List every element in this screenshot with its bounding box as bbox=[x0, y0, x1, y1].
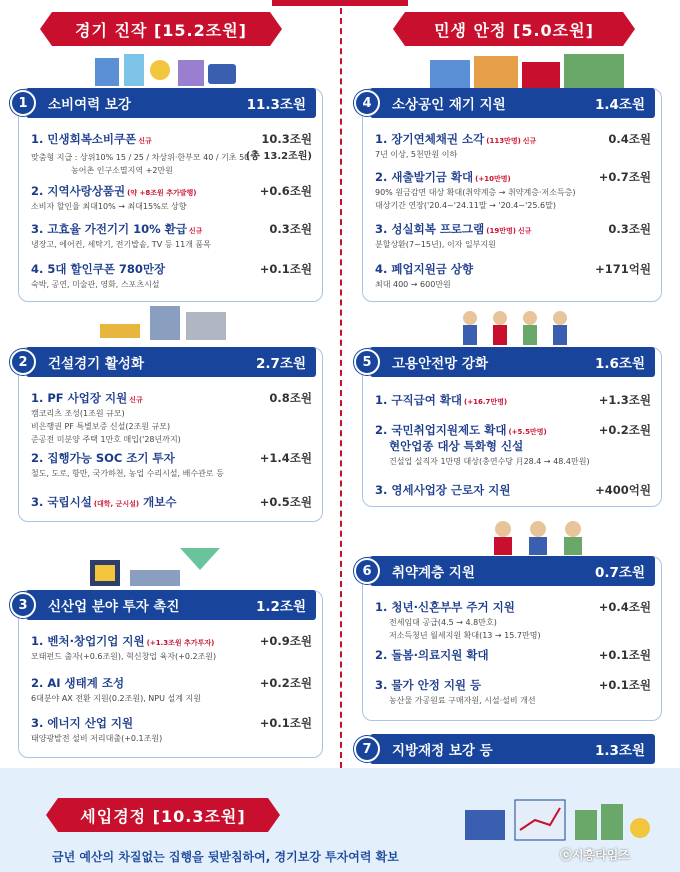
section-small-business bbox=[362, 88, 662, 302]
section-consumption bbox=[18, 88, 323, 302]
item-fresh-start-fund: 2. 새출발기금 확대 (+10만명) +0.7조원 90% 원금감면 대상 확대(취약계층 → 취약계층·저소득층) 대상기간 연장('20.4~'24.11말 → '20.4~'25.6말) bbox=[375, 170, 651, 210]
item-small-workplace: 3. 영세사업장 근로자 지원 +400억원 bbox=[375, 483, 651, 497]
section-2-number: 2 bbox=[10, 349, 36, 375]
item-housing-support: 1. 청년·신혼부부 주거 지원 +0.4조원 전세임대 공급(4.5 → 4.8만호) 저소득청년 월세지원 확대(13 → 15.7만명) bbox=[375, 600, 651, 640]
watermark: ⓒ시흥타임즈 bbox=[560, 848, 630, 862]
item-discount-coupon: 4. 5대 할인쿠폰 780만장 +0.1조원 숙박, 공연, 미술관, 영화, 스포츠시설 bbox=[31, 262, 312, 289]
item-national-facilities: 3. 국립시설 (대학, 군시설) 개보수 +0.5조원 bbox=[31, 495, 312, 509]
ribbon-revenue: 세입경정 [10.3조원] bbox=[58, 798, 268, 832]
top-accent-bar bbox=[272, 0, 408, 6]
item-national-employment: 2. 국민취업지원제도 확대 (+5.5만명) +0.2조원 현안업종 대상 특화형 신설 건설업 실직자 1만명 대상(충연수당 月28.4 → 48.4만원) bbox=[375, 423, 651, 466]
section-3-header: 신산업 분야 투자 촉진 1.2조원 bbox=[26, 590, 316, 620]
item-coupon: 1. 민생회복소비쿠폰 신규 10.3조원 (총 13.2조원) 맞춤형 지급 : 상위10% 15 / 25 / 차상위·한부모 40 / 기초 50 농어촌 인구소멸지역 +2만원 bbox=[31, 132, 312, 175]
item-local-voucher: 2. 지역사랑상품권 (약 +8조원 추가발행) +0.6조원 소비자 할인율 최대10% → 최대15%로 상향 bbox=[31, 184, 312, 211]
section-2-header: 건설경기 활성화 2.7조원 bbox=[26, 347, 316, 377]
item-debt-writeoff: 1. 장기연체채권 소각 (113만명) 신규 0.4조원 7년 이상, 5천만원 이하 bbox=[375, 132, 651, 159]
column-divider bbox=[340, 8, 342, 768]
section-5-header: 고용안전망 강화 1.6조원 bbox=[370, 347, 655, 377]
workers-illustration bbox=[455, 308, 585, 346]
revenue-section bbox=[0, 768, 680, 872]
section-7-number: 7 bbox=[354, 736, 380, 762]
shopping-illustration bbox=[90, 50, 240, 88]
ribbon-livelihood: 민생 안정 [5.0조원] bbox=[405, 12, 623, 46]
item-care-medical: 2. 돌봄·의료지원 확대 +0.1조원 bbox=[375, 648, 651, 662]
section-6-number: 6 bbox=[354, 558, 380, 584]
section-4-number: 4 bbox=[354, 90, 380, 116]
item-closure-subsidy: 4. 폐업지원금 상향 +171억원 최대 400 → 600만원 bbox=[375, 262, 651, 289]
finance-illustration bbox=[455, 790, 655, 850]
item-pf-support: 1. PF 사업장 지원 신규 0.8조원 캠코리츠 조성(1조원 규모) 비은행권 PF 특별보증 신설(2조원 규모) 준공전 미분양 주택 1만호 매입('28년까지) bbox=[31, 391, 312, 444]
section-6-header: 취약계층 지원 0.7조원 bbox=[370, 556, 655, 586]
industry-illustration bbox=[80, 540, 230, 590]
item-energy-industry: 3. 에너지 산업 지원 +0.1조원 태양광발전 설비 저리대출(+0.1조원) bbox=[31, 716, 312, 743]
section-7-header: 지방재정 보강 등 1.3조원 bbox=[370, 734, 655, 764]
section-1-number: 1 bbox=[10, 90, 36, 116]
section-5-number: 5 bbox=[354, 349, 380, 375]
item-soc-investment: 2. 집행가능 SOC 조기 투자 +1.4조원 철도, 도로, 항만, 국가하천, 농업 수리시설, 배수관로 등 bbox=[31, 451, 312, 478]
section-1-header: 소비여력 보강 11.3조원 bbox=[26, 88, 316, 118]
item-ai-ecosystem: 2. AI 생태계 조성 +0.2조원 6대분야 AX 전환 지원(0.2조원), NPU 설계 지원 bbox=[31, 676, 312, 703]
ribbon-economy: 경기 진작 [15.2조원] bbox=[52, 12, 270, 46]
revenue-caption: 금년 예산의 차질없는 집행을 뒷받침하여, 경기보강 투자여력 확보 bbox=[52, 850, 399, 864]
construction-illustration bbox=[100, 302, 230, 340]
item-venture-support: 1. 벤처·창업기업 지원 (+1.3조원 추가투자) +0.9조원 모태펀드 출자(+0.6조원), 혁신창업 육자(+0.2조원) bbox=[31, 634, 312, 661]
item-appliance-refund: 3. 고효율 가전기기 10% 환급 신규 0.3조원 냉장고, 에어컨, 세탁기, 전기밥솥, TV 등 11개 품목 bbox=[31, 222, 312, 249]
item-job-seeking-benefit: 1. 구직급여 확대 (+16.7만명) +1.3조원 bbox=[375, 393, 651, 407]
shops-illustration bbox=[430, 50, 630, 92]
section-3-number: 3 bbox=[10, 592, 36, 618]
family-illustration bbox=[488, 515, 588, 555]
item-recovery-program: 3. 성실회복 프로그램 (19만명) 신규 0.3조원 분할상환(7~15년), 이자 일부지원 bbox=[375, 222, 651, 249]
item-price-stability: 3. 물가 안정 지원 등 +0.1조원 농산물 가공원료 구매자원, 시설·설비 개선 bbox=[375, 678, 651, 705]
section-4-header: 소상공인 재기 지원 1.4조원 bbox=[370, 88, 655, 118]
